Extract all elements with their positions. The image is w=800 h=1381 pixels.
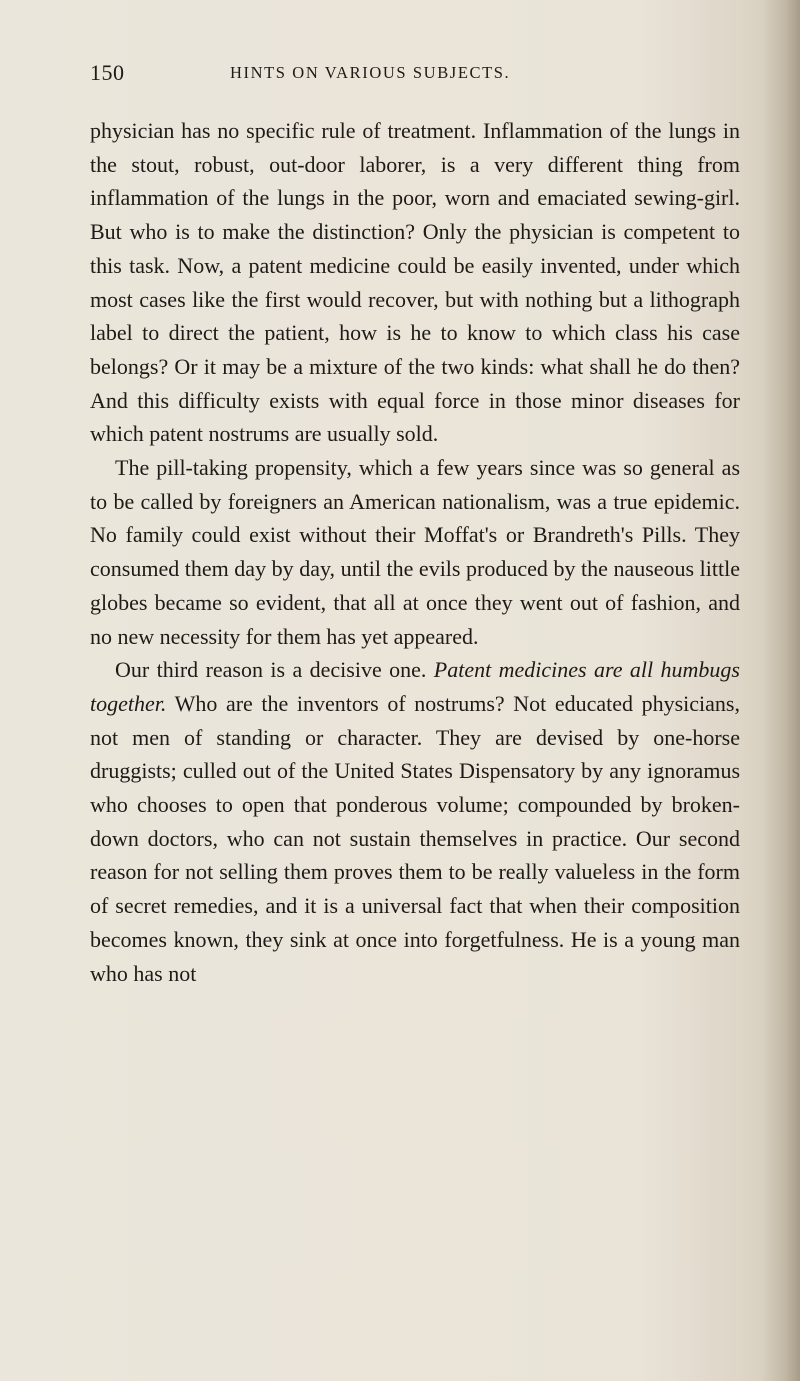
page-edge-shadow: [762, 0, 800, 1381]
running-head: HINTS ON VARIOUS SUBJECTS.: [230, 63, 511, 82]
paragraph-third-reason: [90, 653, 740, 990]
paragraph-third-reason-rest: Who are the inventors of nostrums? Not educated physicians, not men of standing or character. They are devised by one-horse druggists; culled out of the United States Dispensatory by any ignoramus who chooses to open that ponderous volume; compounded by broken-down doctors, who can not sustain themselves in practice. Our second reason for not selling them proves them to be really valueless in the form of secret remedies, and it is a universal fact that when their composition becomes known, they sink at once into forgetfulness. He is a young man who has not: [90, 690, 740, 986]
body-text: [90, 114, 740, 990]
paragraph-continuation: physician has no specific rule of treatment. Inflammation of the lungs in the stout, robust, out-door laborer, is a very different thing from inflammation of the lungs in the poor, worn and emaciated sewing-girl. But who is to make the distinction? Only the physician is competent to this task. Now, a patent medicine could be easily invented, under which most cases like the first would recover, but with nothing but a lithograph label to direct the patient, how is he to know to which class his case belongs? Or it may be a mixture of the two kinds: what shall he do then? And this difficulty exists with equal force in those minor diseases for which patent nostrums are usually sold.: [90, 118, 740, 447]
page-header: [90, 60, 750, 90]
emphasized-statement: Patent medicines are all humbugs together.: [90, 657, 740, 716]
paragraph-pill-taking: The pill-taking propensity, which a few years since was so general as to be called by foreigners an American nationalism, was a true epidemic. No family could exist without their Moffat's or Brandreth's Pills. They consumed them day by day, until the evils produced by the nauseous little globes became so evident, that all at once they went out of fashion, and no new necessity for them has yet appeared.: [90, 455, 740, 649]
page-number: 150: [90, 60, 125, 85]
paragraph-third-reason-lead: Our third reason is a decisive one.: [115, 657, 434, 683]
